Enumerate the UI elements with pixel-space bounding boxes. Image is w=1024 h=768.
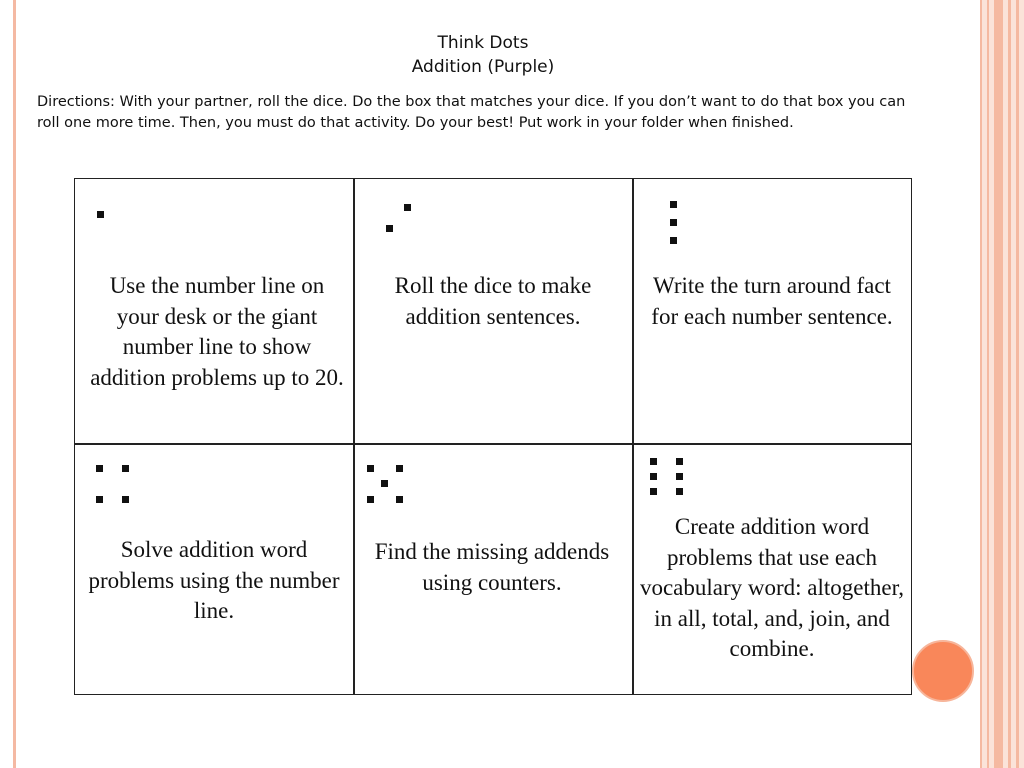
activity-text-4: Solve addition word problems using the number line. (88, 537, 340, 623)
decorative-circle (912, 640, 974, 702)
activity-cell-5 (354, 444, 633, 696)
activity-cell-1 (75, 179, 354, 444)
activity-text-2: Roll the dice to make addition sentences. (394, 273, 592, 329)
page-subtitle: Addition (Purple) (411, 57, 555, 77)
activity-cell-6 (633, 444, 912, 696)
activity-text-1: Use the number line on your desk or the giant number line to show addition problems up to 20. (90, 273, 344, 390)
activity-cell-4 (75, 444, 354, 696)
activity-text-6: Create addition word problems that use each vocabulary word: altogether, in all, total, and, join, and combine. (639, 514, 905, 661)
page-title: Think Dots (437, 33, 529, 53)
activity-text-3: Write the turn around fact for each number sentence. (651, 273, 893, 329)
think-dots-grid (74, 178, 912, 695)
activity-cell-3 (633, 179, 912, 444)
directions-text: Directions: With your partner, roll the dice. Do the box that matches your dice. If you don’t want to do that box you can roll one more time. Then, you must do that activity. Do your best! Put work in your folder when finished. (37, 94, 906, 131)
right-decorative-border (980, 0, 1024, 768)
left-border-line (13, 0, 16, 768)
activity-cell-2 (354, 179, 633, 444)
activity-text-5: Find the missing addends using counters. (374, 539, 610, 595)
